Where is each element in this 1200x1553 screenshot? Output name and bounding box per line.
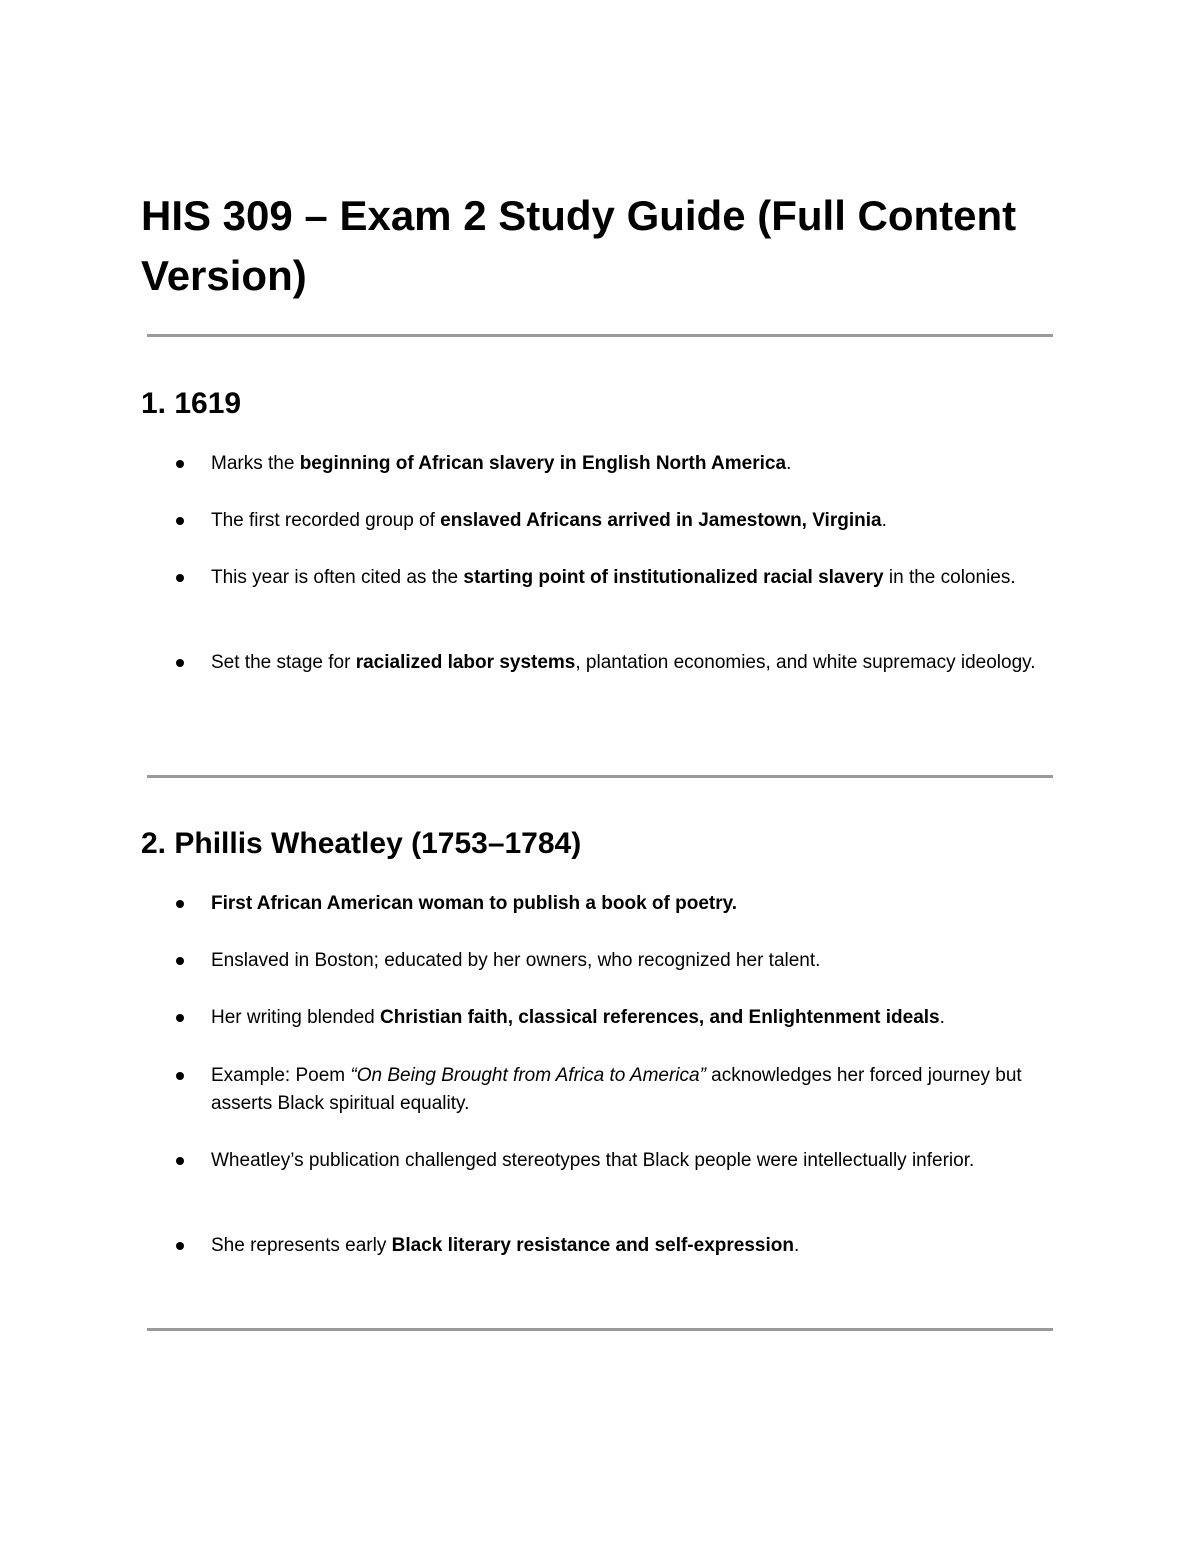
list-item: She represents early Black literary resistance and self-expression. (211, 1232, 1071, 1260)
list-item: Her writing blended Christian faith, classical references, and Enlightenment ideals. (211, 1004, 1071, 1032)
list-item: The first recorded group of enslaved Africans arrived in Jamestown, Virginia. (211, 507, 1071, 535)
horizontal-divider (147, 334, 1053, 337)
list-item: Set the stage for racialized labor systems, plantation economies, and white supremacy ideology. (211, 649, 1071, 677)
list-item: Example: Poem “On Being Brought from Africa to America” acknowledges her forced journey but asserts Black spiritual equality. (211, 1062, 1071, 1118)
bullet-icon (176, 900, 184, 908)
document-title: HIS 309 – Exam 2 Study Guide (Full Content Version) (141, 192, 1017, 299)
bullet-icon (176, 957, 184, 965)
horizontal-divider (147, 1328, 1053, 1331)
bullet-icon (176, 574, 184, 582)
bullet-icon (176, 1072, 184, 1080)
list-item: Wheatley’s publication challenged stereotypes that Black people were intellectually inferior. (211, 1147, 1071, 1175)
bullet-icon (176, 1242, 184, 1250)
horizontal-divider (147, 775, 1053, 778)
bullet-icon (176, 659, 184, 667)
poem-title: “On Being Brought from Africa to America” (350, 1065, 706, 1086)
list-item: Enslaved in Boston; educated by her owners, who recognized her talent. (211, 947, 1071, 975)
bullet-icon (176, 517, 184, 525)
list-item: Marks the beginning of African slavery in English North America. (211, 450, 1071, 478)
bullet-icon (176, 1014, 184, 1022)
bullet-icon (176, 460, 184, 468)
list-item: First African American woman to publish a book of poetry. (211, 890, 1071, 918)
list-item: This year is often cited as the starting point of institutionalized racial slavery in the colonies. (211, 564, 1071, 592)
section-heading-1619: 1. 1619 (141, 387, 242, 420)
bullet-icon (176, 1157, 184, 1165)
section-heading-phillis-wheatley: 2. Phillis Wheatley (1753–1784) (141, 827, 582, 860)
